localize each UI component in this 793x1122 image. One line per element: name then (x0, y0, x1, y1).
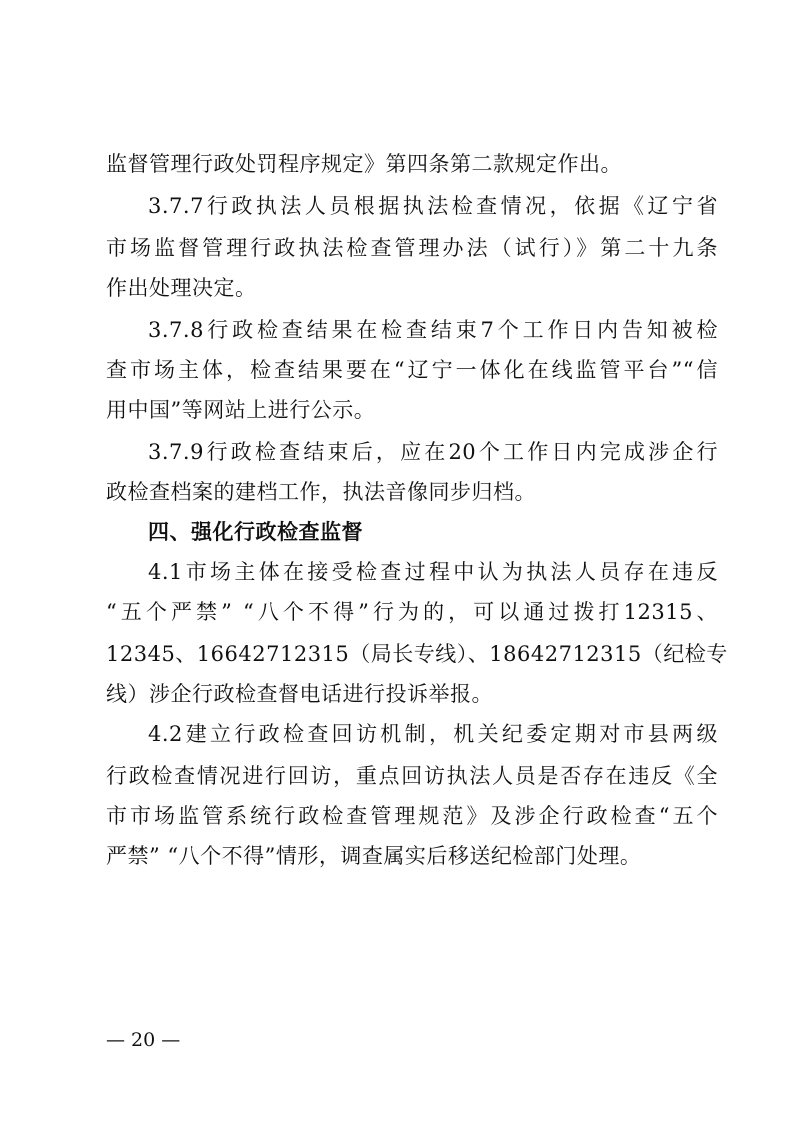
body-text-line: 3.7.9行政检查结束后，应在20个工作日内完成涉企行 (148, 440, 718, 464)
body-text-line: 作出处理决定。 (106, 276, 257, 300)
body-text-line: 监督管理行政处罚程序规定》第四条第二款规定作出。 (106, 152, 622, 176)
body-text-line: 4.1市场主体在接受检查过程中认为执法人员存在违反 (148, 560, 718, 584)
page-number: — 20 — (106, 1029, 181, 1051)
body-text-line: 查市场主体，检查结果要在“辽宁一体化在线监管平台”“信 (106, 358, 718, 382)
body-text-line: 市场监督管理行政执法检查管理办法（试行）》第二十九条 (106, 236, 718, 260)
body-text-line: 12345、16642712315（局长专线）、18642712315（纪检专 (106, 642, 728, 666)
body-text-line: 3.7.8行政检查结果在检查结束7个工作日内告知被检 (148, 318, 718, 342)
body-text-line: 行政检查情况进行回访，重点回访执法人员是否存在违反《全 (106, 764, 718, 788)
body-text-line: 3.7.7行政执法人员根据执法检查情况，依据《辽宁省 (148, 194, 718, 218)
body-text-line: 线）涉企行政检查督电话进行投诉举报。 (106, 682, 493, 706)
body-text-line: 市市场监管系统行政检查管理规范》及涉企行政检查“五个 (106, 804, 718, 828)
section-heading: 四、强化行政检查监督 (148, 520, 363, 544)
body-text-line: “五个严禁” “八个不得”行为的，可以通过拨打12315、 (106, 600, 718, 624)
body-text-line: 用中国”等网站上进行公示。 (106, 398, 376, 422)
body-text-line: 严禁” “八个不得”情形，调查属实后移送纪检部门处理。 (106, 844, 642, 868)
body-text-line: 政检查档案的建档工作，执法音像同步归档。 (106, 480, 536, 504)
body-text-line: 4.2建立行政检查回访机制，机关纪委定期对市县两级 (148, 722, 718, 746)
